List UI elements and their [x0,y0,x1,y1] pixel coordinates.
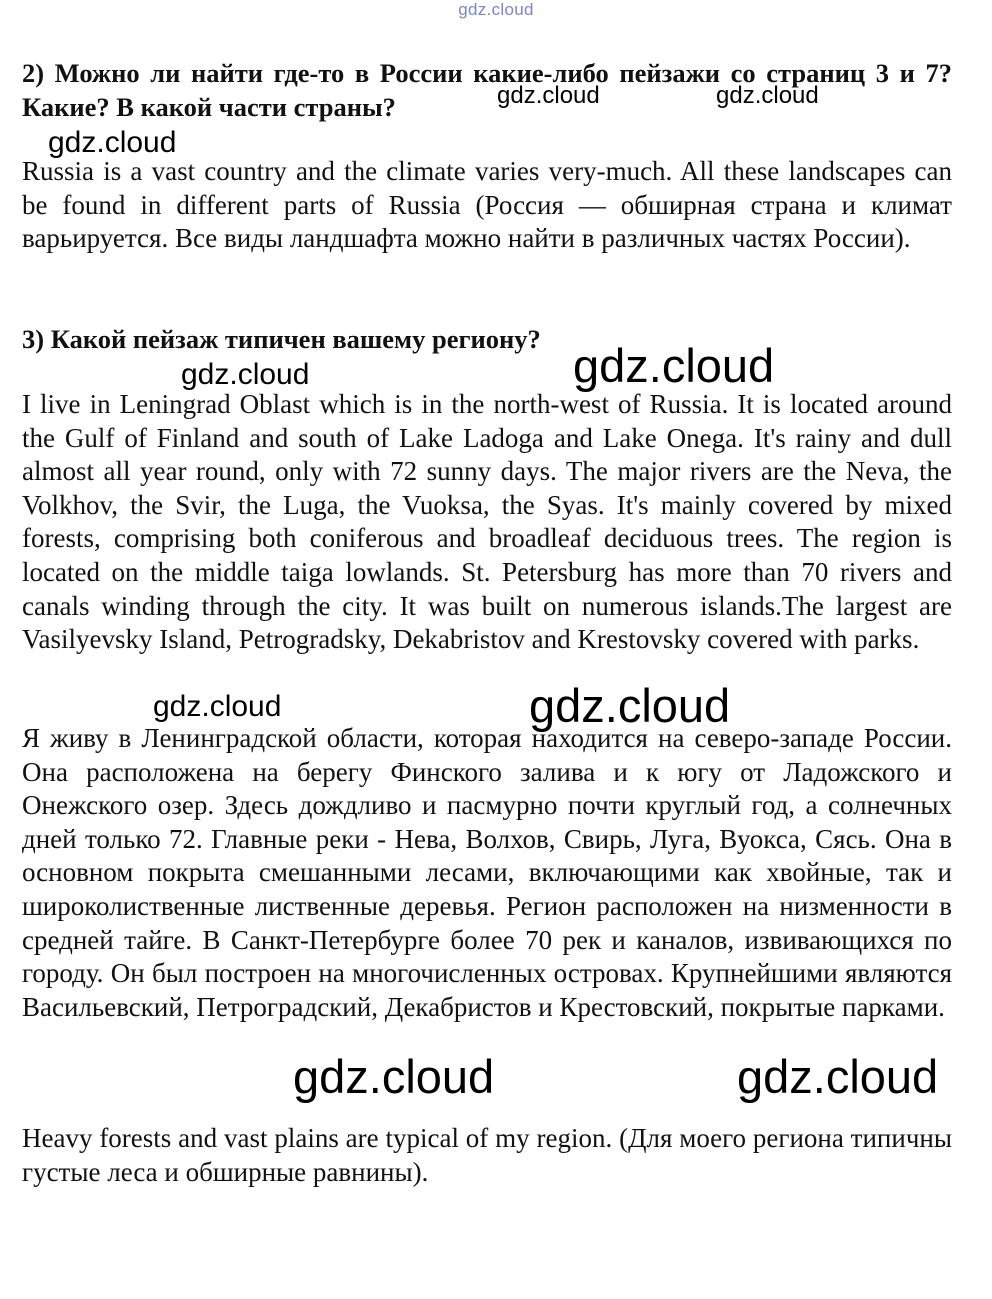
watermark: gdz.cloud [497,82,600,109]
section-3-heading: 3) Какой пейзаж типичен вашему региону? [22,324,541,354]
section-3-summary: Heavy forests and vast plains are typical of my region. (Для моего региона типичны густые леса и обширные равнины). [22,1123,952,1187]
section-3-answer-english: I live in Leningrad Oblast which is in the north-west of Russia. It is located around the Gulf of Finland and south of Lake Ladoga and Lake Onega. It's rainy and dull almost all year round, only with 72 sunny days. The major rivers are the Neva, the Volkhov, the Svir, the Luga, the Vuoksa, the Syas. It's mainly covered by mixed forests, comprising both coniferous and broadleaf deciduous trees. The region is located on the middle taiga lowlands. St. Petersburg has more than 70 rivers and canals winding through the city. It was built on numerous islands.The largest are Vasilyevsky Island, Petrogradsky, Dekabristov and Krestovsky covered with parks. [22,389,952,655]
watermark: gdz.cloud [716,82,819,109]
section-2-answer: Russia is a vast country and the climate varies very-much. All these landscapes can be found in different parts of Russia (Россия — обширная страна и климат варьируется. Все виды ландшафта можно найти в различных частях России). [22,156,952,254]
section-3-answer-russian: Я живу в Ленинградской области, которая находится на северо-западе России. Она расположена на берегу Финского залива и к югу от Ладожского и Онежского озер. Здесь дождливо и пасмурно почти круглый год, а солнечных дней только 72. Главные реки - Нева, Волхов, Свирь, Луга, Вуокса, Сясь. Она в основном покрыта смешанными лесами, включающими как хвойные, так и широколиственные лиственные деревья. Регион расположен на низменности в средней тайге. В Санкт-Петербурге более 70 рек и каналов, извивающихся по городу. Он был построен на многочисленных островах. Крупнейшими являются Васильевский, Петроградский, Декабристов и Крестовский, покрытые парками. [22,723,952,1022]
top-watermark: gdz.cloud [458,0,534,19]
watermark: gdz.cloud [293,1050,495,1103]
watermark: gdz.cloud [529,679,731,732]
watermark: gdz.cloud [48,126,177,159]
section-2-heading: 2) Можно ли найти где-то в России какие-либо пейзажи со страниц 3 и 7? Какие? В какой части страны? [22,58,952,122]
watermark: gdz.cloud [181,358,310,391]
watermark: gdz.cloud [573,339,775,392]
watermark: gdz.cloud [153,690,282,723]
watermark: gdz.cloud [737,1050,939,1103]
